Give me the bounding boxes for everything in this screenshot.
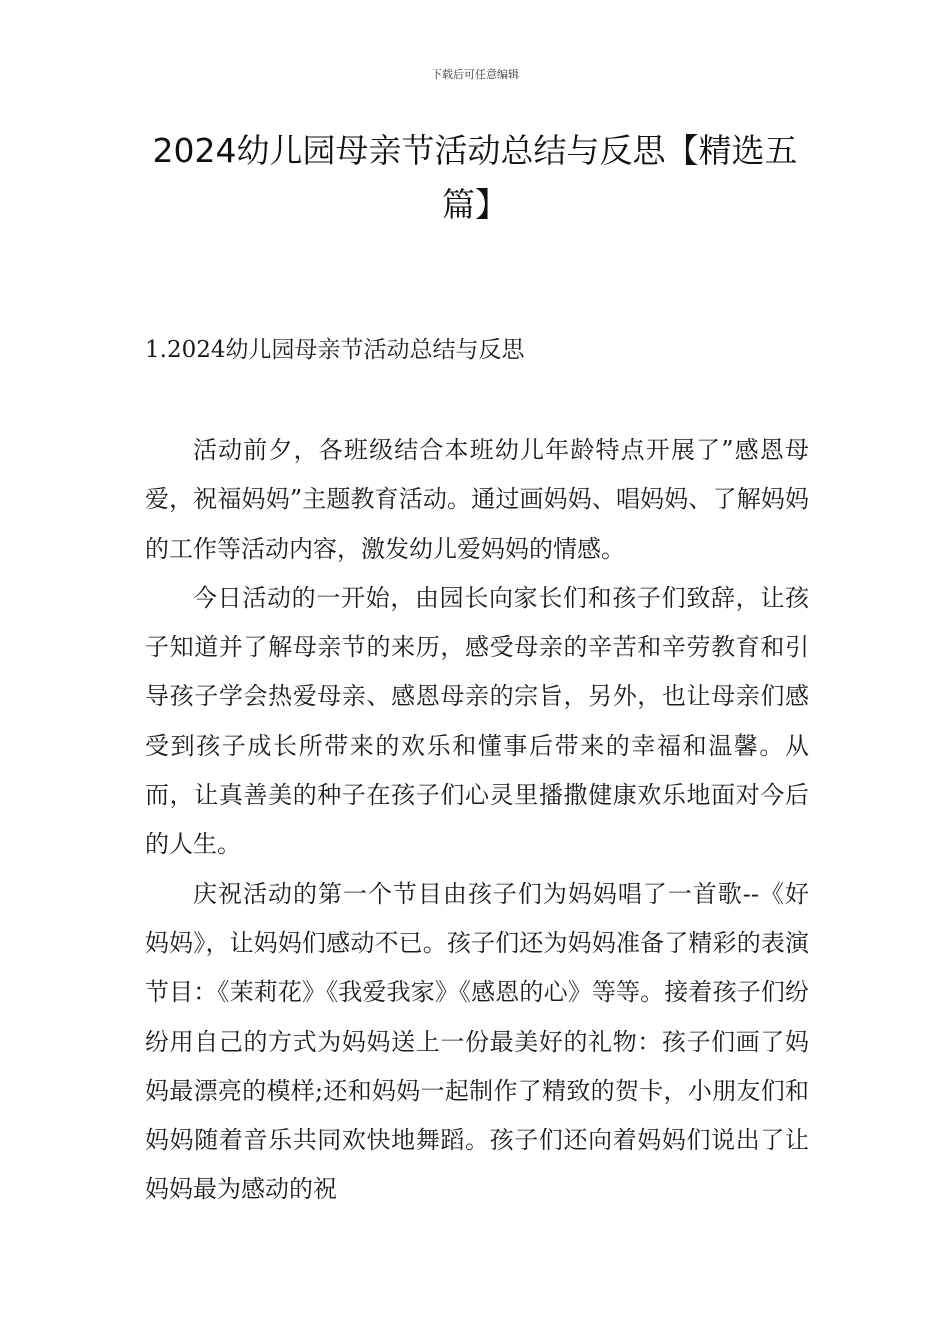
paragraph: 今日活动的一开始，由园长向家长们和孩子们致辞，让孩子知道并了解母亲节的来历，感受母亲的辛苦和辛劳教育和引导孩子学会热爱母亲、感恩母亲的宗旨，另外，也让母亲们感受到孩子成长所带来的欢乐和懂事后带来的幸福和温馨。从而，让真善美的种子在孩子们心灵里播撒健康欢乐地面对今后的人生。	[145, 583, 809, 859]
section-heading: 1.2024幼儿园母亲节活动总结与反思	[145, 337, 525, 363]
paragraph: 庆祝活动的第一个节目由孩子们为妈妈唱了一首歌--《好妈妈》，让妈妈们感动不已。孩子们还为妈妈准备了精彩的表演节目：《茉莉花》《我爱我家》《感恩的心》等等。接着孩子们纷纷用自己的方式为妈妈送上一份最美好的礼物：孩子们画了妈妈最漂亮的模样;还和妈妈一起制作了精致的贺卡，小朋友们和妈妈随着音乐共同欢快地舞蹈。孩子们还向着妈妈们说出了让妈妈最为感动的祝	[145, 879, 809, 1204]
document-title: 2024幼儿园母亲节活动总结与反思【精选五篇】	[152, 131, 798, 224]
body-text	[145, 426, 809, 1215]
page-header-note: 下载后可任意编辑	[431, 68, 519, 81]
paragraph: 活动前夕，各班级结合本班幼儿年龄特点开展了”感恩母爱，祝福妈妈”主题教育活动。通过画妈妈、唱妈妈、了解妈妈的工作等活动内容，激发幼儿爱妈妈的情感。	[145, 436, 809, 563]
